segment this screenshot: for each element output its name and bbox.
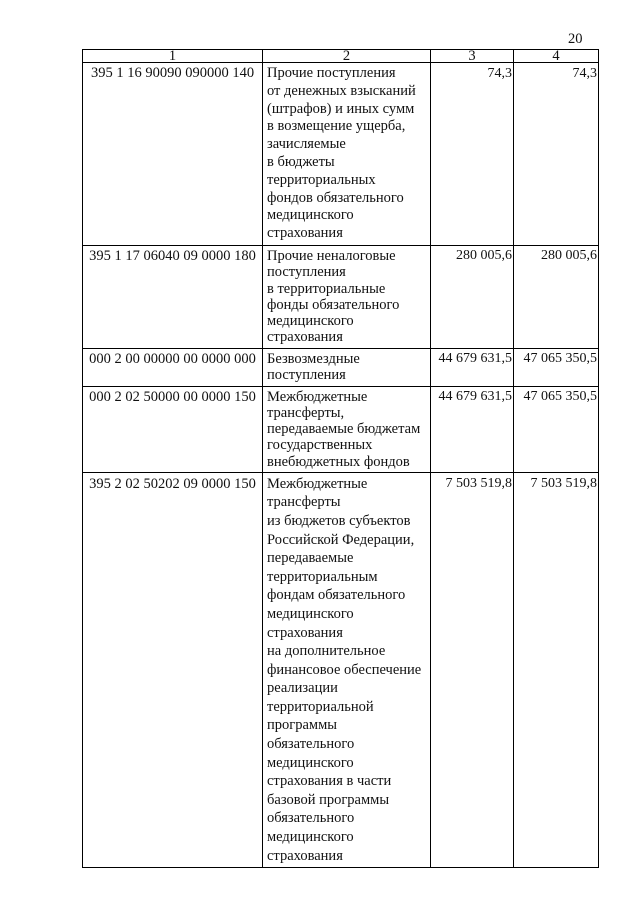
- value-col4-cell: 280 005,6: [514, 245, 599, 348]
- item-name-line: реализации: [267, 680, 338, 697]
- budget-code-cell: 000 2 00 00000 00 0000 000: [83, 348, 263, 386]
- item-name-line: Прочие поступления: [267, 65, 396, 81]
- item-name-line: в возмещение ущерба,: [267, 118, 406, 135]
- item-name-line: фондов обязательного: [267, 189, 404, 206]
- item-name-line: Безвозмездные: [267, 350, 360, 367]
- item-name-line: фондам обязательного: [267, 587, 406, 604]
- table-row: [83, 472, 599, 867]
- item-name-line: поступления: [267, 264, 346, 281]
- item-name-line: внебюджетных фондов: [267, 453, 410, 470]
- item-name-line: Межбюджетные: [267, 388, 368, 405]
- header-cell-col4: 4: [514, 50, 599, 63]
- item-name-line: финансовое обеспечение: [267, 661, 422, 678]
- item-name-cell: [263, 472, 431, 867]
- item-name-line: медицинского: [267, 605, 354, 622]
- value-col4-cell: 7 503 519,8: [514, 472, 599, 867]
- value-col4-cell: 47 065 350,5: [514, 348, 599, 386]
- header-cell-col2: 2: [263, 50, 431, 63]
- item-name-cell: [263, 348, 431, 386]
- table-row: [83, 63, 599, 246]
- item-name-line: страхования: [267, 624, 343, 641]
- item-name-cell: [263, 245, 431, 348]
- item-name-line: медицинского: [267, 754, 354, 771]
- item-name-line: передаваемые бюджетам: [267, 421, 421, 438]
- page-number: 20: [568, 31, 583, 47]
- item-name-line: медицинского: [267, 207, 354, 224]
- item-name-line: обязательного: [267, 810, 355, 827]
- item-name-line: передаваемые: [267, 550, 354, 567]
- table-row: [83, 348, 599, 386]
- header-cell-col1: 1: [83, 50, 263, 63]
- value-col4-cell: 74,3: [514, 63, 599, 246]
- budget-code-cell: 395 1 17 06040 09 0000 180: [83, 245, 263, 348]
- value-col3-cell: 74,3: [431, 63, 514, 246]
- item-name-line: (штрафов) и иных сумм: [267, 100, 415, 117]
- item-name-line: медицинского: [267, 313, 354, 330]
- value-col4-cell: 47 065 350,5: [514, 386, 599, 472]
- item-name-line: территориальным: [267, 568, 378, 585]
- item-name-line: в территориальные: [267, 280, 386, 297]
- item-name-line: Российской Федерации,: [267, 531, 415, 548]
- value-col3-cell: 280 005,6: [431, 245, 514, 348]
- item-name-line: территориальной: [267, 698, 374, 715]
- item-name-line: трансферты,: [267, 404, 345, 421]
- item-name-line: Межбюджетные: [267, 475, 368, 492]
- budget-code-cell: 395 1 16 90090 090000 140: [83, 63, 263, 246]
- budget-code-cell: 000 2 02 50000 00 0000 150: [83, 386, 263, 472]
- value-col3-cell: 44 679 631,5: [431, 348, 514, 386]
- item-name-cell: [263, 386, 431, 472]
- item-name-cell: [263, 63, 431, 246]
- item-name-line: из бюджетов субъектов: [267, 512, 411, 529]
- item-name-line: страхования: [267, 225, 343, 242]
- table-row: [83, 386, 599, 472]
- item-name-line: государственных: [267, 437, 373, 454]
- item-name-line: страхования в части: [267, 773, 392, 790]
- value-col3-cell: 7 503 519,8: [431, 472, 514, 867]
- item-name-line: поступления: [267, 367, 346, 384]
- item-name-line: от денежных взысканий: [267, 82, 416, 99]
- item-name-line: программы: [267, 717, 337, 734]
- budget-table: [82, 49, 599, 868]
- item-name-line: базовой программы: [267, 791, 390, 808]
- item-name-line: территориальных: [267, 171, 376, 188]
- budget-code-cell: 395 2 02 50202 09 0000 150: [83, 472, 263, 867]
- item-name-line: зачисляемые: [267, 136, 346, 153]
- item-name-line: медицинского: [267, 829, 354, 846]
- item-name-line: в бюджеты: [267, 153, 335, 170]
- value-col3-cell: 44 679 631,5: [431, 386, 514, 472]
- item-name-line: фонды обязательного: [267, 296, 400, 313]
- item-name-line: трансферты: [267, 494, 341, 511]
- table-header-row: [83, 50, 599, 63]
- item-name-line: на дополнительное: [267, 643, 386, 660]
- table-row: [83, 245, 599, 348]
- item-name-line: Прочие неналоговые: [267, 247, 396, 264]
- item-name-line: страхования: [267, 847, 343, 864]
- item-name-line: обязательного: [267, 736, 355, 753]
- item-name-line: страхования: [267, 329, 343, 346]
- header-cell-col3: 3: [431, 50, 514, 63]
